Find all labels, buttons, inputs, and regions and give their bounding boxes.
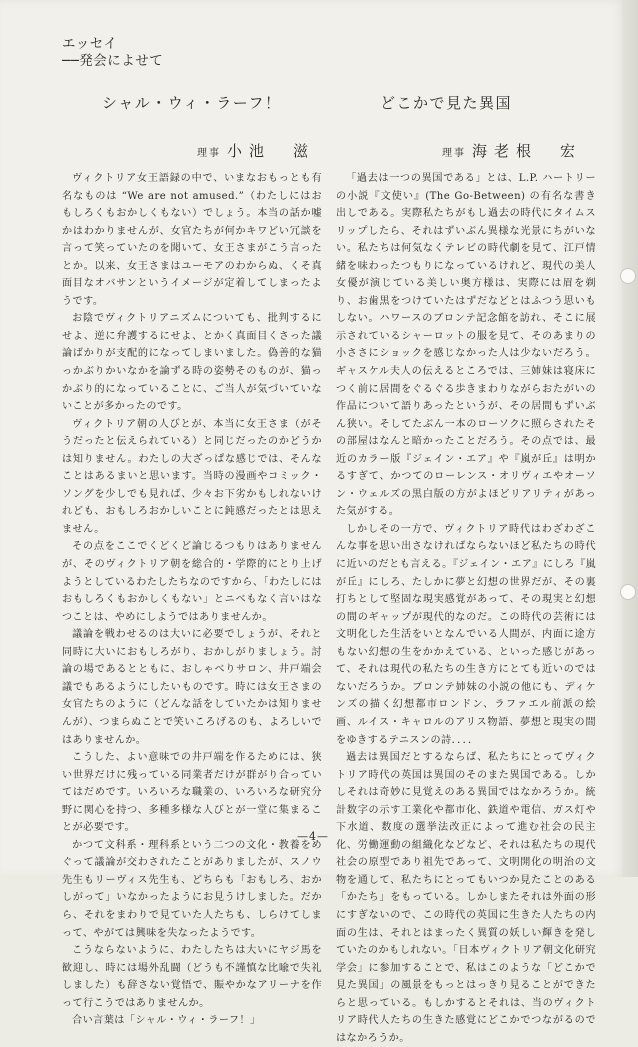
right-author-name: 海老根 宏	[472, 142, 583, 160]
right-paragraph: しかしその一方で、ヴィクトリア時代はわざわざこんな事を思い出さなければならないほど私たちの時代に近いのだとも言える。『ジェイン・エア』にしろ『嵐が丘』にしろ、たしかに夢と幻想の世界だが、その裏打ちとして堅固な現実感覚があって、その現実と幻想の間のギャップが現代的なのだ。この時代の芸術には文明化した生活をいとなんでいる人間が、内面に途方もない幻想の生をかかえている、といった感じがあって、それは現代の私たちの生き方にとても近いのではないだろうか。ブロンテ姉妹の小説の他にも、ディケンズの描く幻想都市ロンドン、ラファエル前派の絵画、ルイス・キャロルのアリス物語、夢想と現実の間をゆきするテニスンの詩．．．．	[336, 523, 596, 746]
left-essay-title: シャル・ウィ・ラーフ！	[102, 94, 282, 112]
left-paragraph: お陰でヴィクトリアニズムについても、批判するにせよ、逆に弁護するにせよ、とかく真面目くさった議論ばかりが支配的になってしまいました。偽善的な猫っかぶりかいなかを論ずる時の姿勢そのものが、猫っかぶり的になっていることに、ご当人が気づいていないことが多かったのです。	[62, 313, 322, 413]
left-paragraph: かつて文科系・理科系という二つの文化・教養をめぐって議論が交わされたことがありましたが、スノウ先生もリーヴィス先生も、どちらも「おもしろ、おかしがって」いなかったようにお見うけしました。だから、それをまわりで見ていた人たちも、しらけてしまって、やがては興味を失なったようです。	[62, 839, 322, 939]
left-author-line	[197, 140, 315, 161]
left-paragraph: ヴィクトリア女王語録の中で、いまなおもっとも有名なものは “We are not amused.”（わたしにはおもしろくもおかしくもない）でしょう。本当の話か嘘かはわかりませんが、女官たちが何かキワどい冗談を言って笑っていたのを聞いて、女王さまがこう言ったとか。以来、女王さまはユーモアのわからぬ、くそ真面目なオバサンというイメージが定着してしまったようです。	[62, 173, 322, 307]
series-heading	[62, 36, 163, 70]
right-essay-body	[336, 170, 596, 1047]
punch-hole	[620, 268, 636, 284]
right-paragraph: 過去は異国だとするならば、私たちにとってヴィクトリア時代の英国は異国のそのまた異国である。しかしそれは奇妙に見覚えのある異国ではなかろうか。統計数字の示す工業化や都市化、鉄道や電信、ガス灯や下水道、数度の選挙法改正によって進む社会の民主化、労働運動の組織化などなど、それは私たちの現代社会の原型であり祖先であって、文明開化の明治の文物を通して、私たちにとってもいつか見たことのある「かたち」をもっている。しかしまたそれは外面の形にすぎないので、この時代の英国に生きた人たちの内面の生は、それとはまったく異質の妖しい輝きを発していたのかもしれない。「日本ヴィクトリア朝文化研究学会」に参加することで、私はこのような「どこかで見た異国」の風景をもっとはっきり見ることができたらと思っている。もしかするとそれは、当のヴィクトリア時代人たちの生きた感覚にどこかでつながるのではなかろうか。	[336, 752, 596, 1044]
page-number: —4—	[297, 830, 329, 843]
series-subtitle: ──発会によせて	[62, 53, 164, 69]
page-edge	[622, 0, 638, 877]
right-author-line	[442, 140, 582, 161]
left-paragraph: こうした、よい意味での井戸端を作るためには、狭い世界だけに残っている同業者だけが群がり合っていてはだめです。いろいろな職業の、いろいろな研究分野に関心を持つ、多種多様な人びとが一堂に集まることが必要です。	[62, 752, 322, 834]
left-author-role: 理事	[197, 148, 221, 159]
series-label: エッセイ	[62, 36, 118, 52]
right-paragraph: 「過去は一つの異国である」とは、L.P. ハートリーの小説『文使い』(The Go-Between) の有名な書き出しである。実際私たちがもし過去の時代にタイムスリップしたら、それはずいぶん異様な光景にちがいない。私たちは何気なくテレビの時代劇を見て、江戸情緒を味わったつもりになっているけれど、現代の美人女優が演じている美しい奥方様は、実際には眉を剃り、お歯黒をつけていたはずだなどとはふつう思いもしない。ハワースのブロンテ記念館を訪れ、そこに展示されているシャーロットの服を見て、そのあまりの小ささにショックを感じなかった人は少ないだろう。ギャスケル夫人の伝えるところでは、三姉妹は寝床につく前に居間をぐるぐる歩きまわりながらおたがいの作品について語りあったというが、その居間もずいぶん狭い。そしてたぶん一本のローソクに照らされたその部屋はなんと暗かったことだろう。その点では、最近のカラー版『ジェイン・エア』や『嵐が丘』は明かるすぎて、かつてのローレンス・オリヴィエやオーソン・ウェルズの黒白版の方がよほどリアリティがあった気がする。	[336, 173, 596, 518]
left-paragraph: その点をここでくどくど論じるつもりはありませんが、そのヴィクトリア朝を総合的・学際的にとり上げようとしているわたしたちなのですから、「わたしにはおもしろくもおかしくもない」とニべもなく言いはなつことは、やめにしようではありませんか。	[62, 541, 322, 623]
left-paragraph: 議論を戦わせるのは大いに必要でしょうが、それと同時に大いにおもしろがり、おかしがりましょう。討論の場であるとともに、おしゃべりサロン、井戸端会議でもあるようにしたいものです。時には女王さまの女官たちのように（どんな話をしていたかは知りませんが）、つまらぬことで笑いころげるのも、よろしいではありませんか。	[62, 629, 322, 746]
right-author-role: 理事	[442, 148, 466, 159]
left-author-name: 小池 滋	[227, 142, 316, 160]
left-paragraph: こうならないように、わたしたちは大いにヤジ馬を歓迎し、時には場外乱闘（どうも不謹慎な比喩で失礼しました）も辞さない覚悟で、賑やかなアリーナを作って行こうではありませんか。	[62, 945, 322, 1009]
punch-hole	[620, 584, 636, 600]
right-essay-title: どこかで見た異国	[380, 94, 513, 112]
left-essay-body	[62, 170, 322, 1030]
left-paragraph: 合い言葉は「シャル・ウィ・ラーフ！」	[72, 1015, 261, 1027]
left-paragraph: ヴィクトリア朝の人びとが、本当に女王さま（がそうだったと伝えられている）と同じだったのかどうかは知りません。わたしの大ざっぱな感じでは、そんなことはあるまいと思います。当時の漫画やコミック・ソングを少しでも見れば、少々お下劣かもしれないけれども、おもしろおかしいことに鈍感だったとは思えません。	[62, 418, 322, 535]
